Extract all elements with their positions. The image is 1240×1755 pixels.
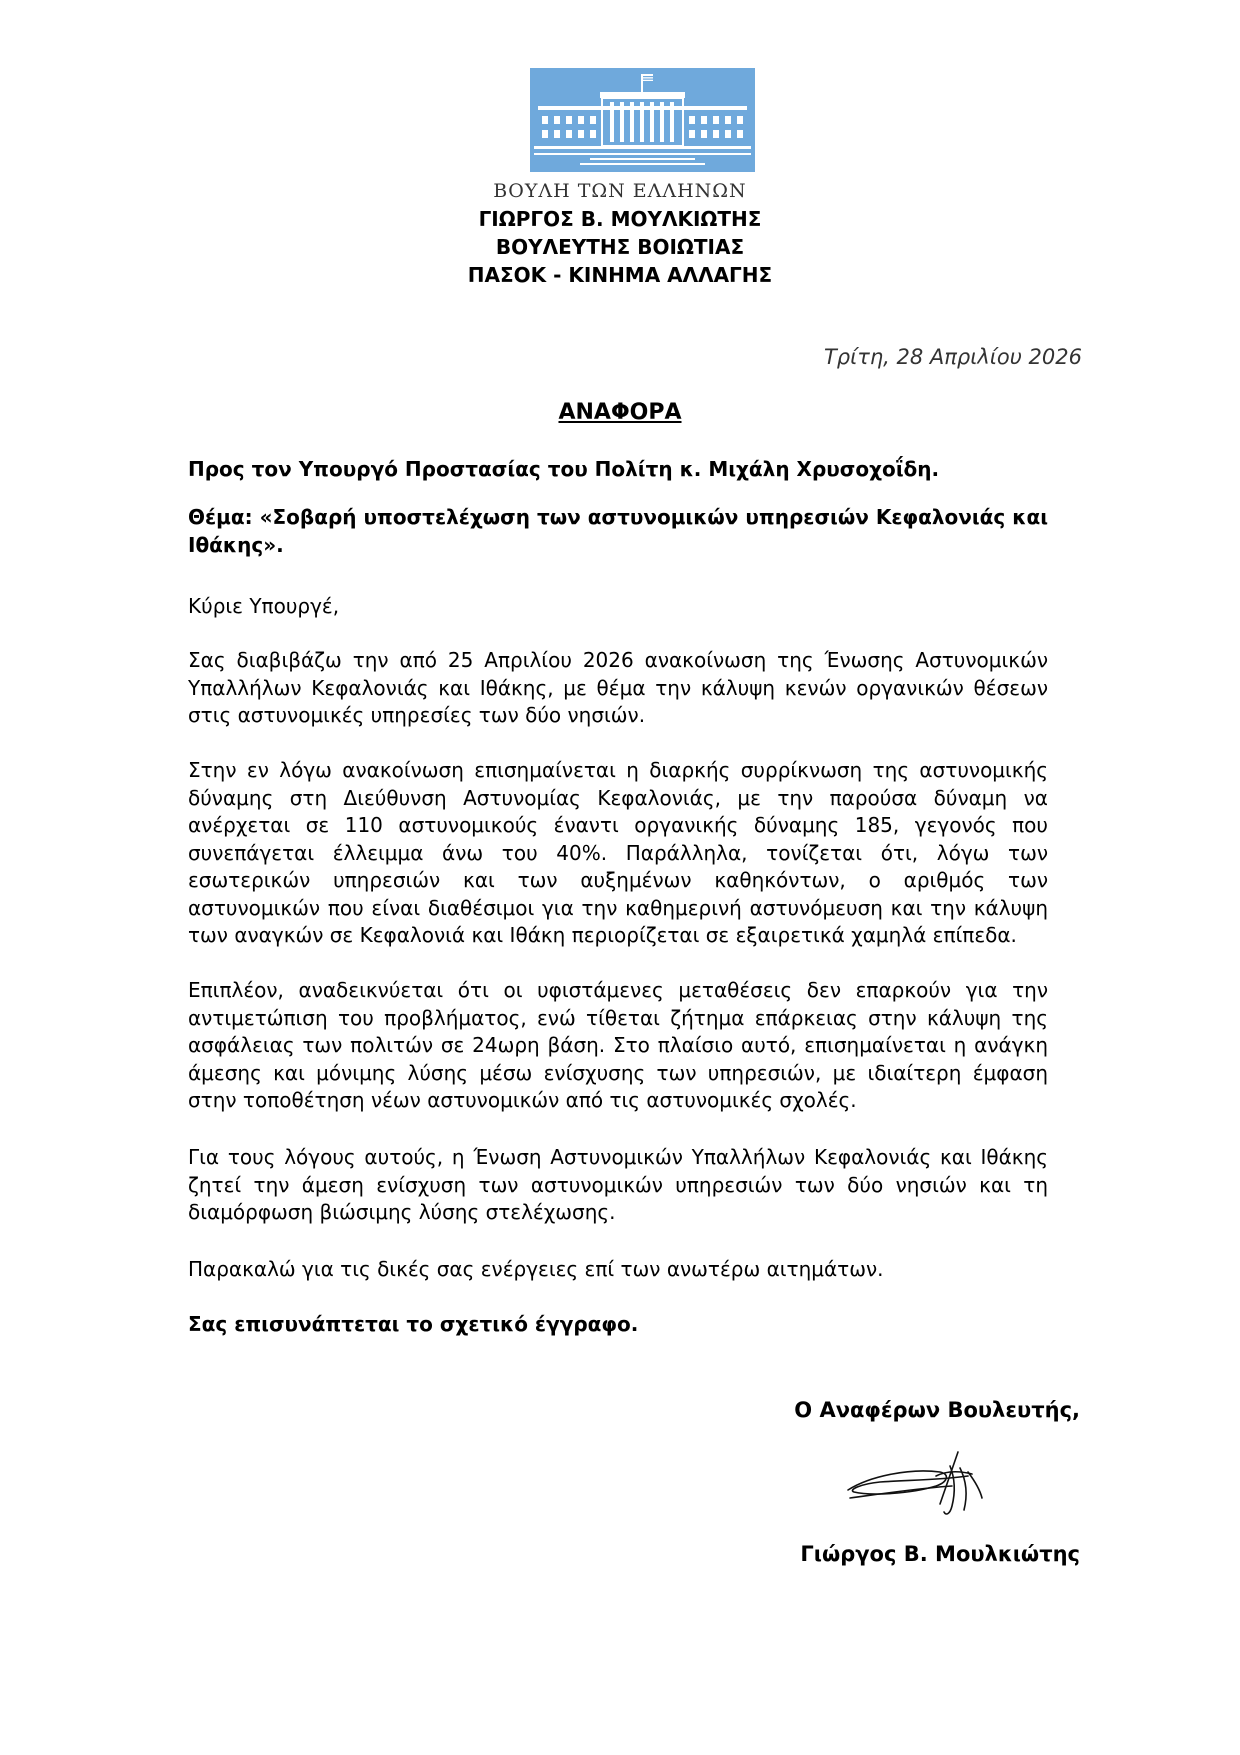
body-paragraph-2: Στην εν λόγω ανακοίνωση επισημαίνεται η διαρκής συρρίκνωση της αστυνομικής δύναμης στη Διεύθυνση Αστυνομίας Κεφαλονιάς, με την παρούσα δύναμη να ανέρχεται σε 110 αστυνομικούς έναντι οργανικής δύναμης 185, γεγονός που συνεπάγεται έλλειμμα άνω του 40%. Παράλληλα, τονίζεται ότι, λόγω των εσωτερικών υπηρεσιών και των αυξημένων καθηκόντων, ο αριθμός των αστυνομικών που είναι διαθέσιμοι για την καθημερινή αστυνόμευση και την κάλυψη των αναγκών σε Κεφαλονιά και Ιθάκη περιορίζεται σε εξαιρετικά χαμηλά επίπεδα.: [188, 758, 1048, 947]
body-paragraph-4: Για τους λόγους αυτούς, η Ένωση Αστυνομικών Υπαλλήλων Κεφαλονιάς και Ιθάκης ζητεί την άμεση ενίσχυση των αστυνομικών υπηρεσιών των δύο νησιών και τη διαμόρφωση βιώσιμης λύσης στελέχωσης.: [188, 1145, 1048, 1224]
parliament-building-logo: [530, 68, 755, 172]
recipient-line: Προς τον Υπουργό Προστασίας του Πολίτη κ. Μιχάλη Χρυσοχοΐδη.: [188, 457, 940, 481]
body-paragraph-3: Επιπλέον, αναδεικνύεται ότι οι υφιστάμενες μεταθέσεις δεν επαρκούν για την αντιμετώπιση του προβλήματος, ενώ τίθεται ζήτημα επάρκειας στην κάλυψη της ασφάλειας των πολιτών σε 24ωρη βάση. Στο πλαίσιο αυτό, επισημαίνεται η ανάγκη άμεσης και μόνιμης λύσης μέσω ενίσχυσης των υπηρεσιών, με ιδιαίτερη έμφαση στην τοποθέτηση νέων αστυνομικών από τις αστυνομικές σχολές.: [188, 978, 1048, 1112]
signer-name: Γιώργος Β. Μουλκιώτης: [800, 1542, 1080, 1566]
party-name: ΠΑΣΟΚ - ΚΙΝΗΜΑ ΑΛΛΑΓΗΣ: [467, 263, 773, 287]
body-paragraph-5: Παρακαλώ για τις δικές σας ενέργειες επί των ανωτέρω αιτημάτων.: [188, 1257, 884, 1281]
salutation: Κύριε Υπουργέ,: [188, 594, 340, 618]
handwritten-signature: [840, 1446, 990, 1522]
document-date: Τρίτη, 28 Απριλίου 2026: [823, 345, 1082, 369]
attachment-note: Σας επισυνάπτεται το σχετικό έγγραφο.: [188, 1312, 639, 1336]
document-title: ΑΝΑΦΟΡΑ: [558, 400, 682, 425]
body-paragraph-1: Σας διαβιβάζω την από 25 Απριλίου 2026 ανακοίνωση της Ένωσης Αστυνομικών Υπαλλήλων Κεφαλονιάς και Ιθάκης, με θέμα την κάλυψη κενών οργανικών θέσεων στις αστυνομικές υπηρεσίες των δύο νησιών.: [188, 648, 1048, 727]
subject-line: Θέμα: «Σοβαρή υποστελέχωση των αστυνομικών υπηρεσιών Κεφαλονιάς και Ιθάκης».: [188, 505, 1048, 557]
member-role: ΒΟΥΛΕΥΤΗΣ ΒΟΙΩΤΙΑΣ: [495, 235, 745, 259]
closing-line: Ο Αναφέρων Βουλευτής,: [794, 1398, 1080, 1422]
institution-name: ΒΟΥΛΗ ΤΩΝ ΕΛΛΗΝΩΝ: [493, 180, 747, 202]
member-name: ΓΙΩΡΓΟΣ Β. ΜΟΥΛΚΙΩΤΗΣ: [478, 207, 762, 231]
